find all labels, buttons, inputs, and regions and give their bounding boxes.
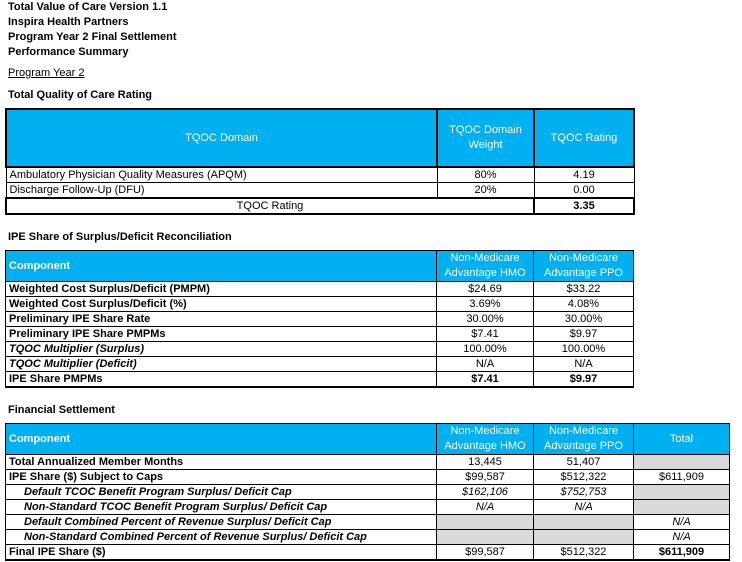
tqoc-rating-header: TQOC Rating: [534, 109, 634, 167]
ipe-hmo-cell: 100.00%: [437, 342, 534, 357]
fin-row-label: Default TCOC Benefit Program Surplus/ Deficit Cap: [6, 485, 437, 500]
ipe-row-label: Preliminary IPE Share Rate: [6, 312, 437, 327]
tqoc-rating-cell: 4.19: [534, 167, 634, 183]
fin-hmo-cell: 13,445: [437, 455, 534, 470]
report-title: Total Value of Care Version 1.1: [8, 1, 168, 13]
fin-total-cell: N/A: [634, 530, 730, 545]
fin-row-label: Total Annualized Member Months: [6, 455, 437, 470]
fin-table: [5, 423, 730, 561]
table-row: [6, 342, 634, 357]
table-row: [6, 530, 730, 545]
table-row: [6, 485, 730, 500]
tqoc-table: [5, 108, 635, 215]
fin-hmo-cell: $162,106: [437, 485, 534, 500]
fin-ppo-cell: N/A: [534, 500, 634, 515]
fin-hmo-cell: N/A: [437, 500, 534, 515]
fin-hmo-cell: [437, 530, 534, 545]
ipe-hmo-cell: $7.41: [437, 327, 534, 342]
organization-name: Inspira Health Partners: [8, 16, 129, 28]
fin-ppo-cell: $512,322: [534, 470, 634, 485]
ipe-table: [5, 250, 634, 388]
fin-total-cell: $611,909: [634, 470, 730, 485]
ipe-row-label: TQOC Multiplier (Deficit): [6, 357, 437, 372]
ipe-ppo-cell: $9.97: [534, 372, 634, 388]
tqoc-total-row: [6, 198, 634, 214]
summary-title: Performance Summary: [8, 46, 129, 58]
fin-total-cell: [634, 485, 730, 500]
settlement-title: Program Year 2 Final Settlement: [8, 31, 177, 43]
tqoc-weight-cell: 80%: [437, 167, 534, 183]
fin-row-label: Non-Standard Combined Percent of Revenue Surplus/ Deficit Cap: [6, 530, 437, 545]
fin-row-label: Non-Standard TCOC Benefit Program Surplus/ Deficit Cap: [6, 500, 437, 515]
ipe-section-title: IPE Share of Surplus/Deficit Reconciliation: [8, 231, 232, 243]
tqoc-rating-cell: 0.00: [534, 183, 634, 199]
fin-hmo-cell: $99,587: [437, 545, 534, 561]
ipe-hmo-cell: $7.41: [437, 372, 534, 388]
fin-hmo-cell: $99,587: [437, 470, 534, 485]
fin-row-label: IPE Share ($) Subject to Caps: [6, 470, 437, 485]
fin-ppo-cell: $512,322: [534, 545, 634, 561]
ipe-row-label: Weighted Cost Surplus/Deficit (%): [6, 297, 437, 312]
fin-component-header: Component: [6, 424, 437, 455]
table-row: [6, 183, 634, 199]
table-row: [6, 327, 634, 342]
ipe-ppo-cell: 30.00%: [534, 312, 634, 327]
fin-ppo-cell: 51,407: [534, 455, 634, 470]
ipe-component-header: Component: [6, 251, 437, 282]
ipe-hmo-cell: $24.69: [437, 282, 534, 297]
ipe-hmo-header: Non-Medicare Advantage HMO: [437, 251, 534, 282]
ipe-hmo-cell: 30.00%: [437, 312, 534, 327]
tqoc-total-label: TQOC Rating: [6, 198, 534, 214]
table-row: [6, 500, 730, 515]
tqoc-weight-header: TQOC Domain Weight: [437, 109, 534, 167]
fin-ppo-header: Non-Medicare Advantage PPO: [534, 424, 634, 455]
ipe-ppo-cell: 4.08%: [534, 297, 634, 312]
ipe-ppo-cell: $9.97: [534, 327, 634, 342]
fin-total-row: [6, 545, 730, 561]
tqoc-header-row: [6, 109, 634, 167]
tqoc-section-title: Total Quality of Care Rating: [8, 89, 153, 101]
fin-total-cell: [634, 455, 730, 470]
fin-row-label: Default Combined Percent of Revenue Surplus/ Deficit Cap: [6, 515, 437, 530]
ipe-row-label: IPE Share PMPMs: [6, 372, 437, 388]
ipe-hmo-cell: 3.69%: [437, 297, 534, 312]
fin-ppo-cell: [534, 515, 634, 530]
tqoc-domain-header: TQOC Domain: [6, 109, 437, 167]
table-row: [6, 312, 634, 327]
ipe-row-label: TQOC Multiplier (Surplus): [6, 342, 437, 357]
ipe-total-row: [6, 372, 634, 388]
fin-hmo-header: Non-Medicare Advantage HMO: [437, 424, 534, 455]
ipe-ppo-cell: N/A: [534, 357, 634, 372]
table-row: [6, 167, 634, 183]
ipe-row-label: Weighted Cost Surplus/Deficit (PMPM): [6, 282, 437, 297]
fin-header-row: [6, 424, 730, 455]
tqoc-domain-cell: Ambulatory Physician Quality Measures (APQM): [6, 167, 437, 183]
table-row: [6, 282, 634, 297]
ipe-hmo-cell: N/A: [437, 357, 534, 372]
ipe-ppo-cell: $33.22: [534, 282, 634, 297]
table-row: [6, 515, 730, 530]
fin-total-header: Total: [634, 424, 730, 455]
table-row: [6, 470, 730, 485]
ipe-header-row: [6, 251, 634, 282]
fin-total-cell: N/A: [634, 515, 730, 530]
fin-ppo-cell: $752,753: [534, 485, 634, 500]
table-row: [6, 455, 730, 470]
table-row: [6, 297, 634, 312]
fin-row-label: Final IPE Share ($): [6, 545, 437, 561]
tqoc-domain-cell: Discharge Follow-Up (DFU): [6, 183, 437, 199]
fin-hmo-cell: [437, 515, 534, 530]
ipe-ppo-header: Non-Medicare Advantage PPO: [534, 251, 634, 282]
ipe-row-label: Preliminary IPE Share PMPMs: [6, 327, 437, 342]
tqoc-weight-cell: 20%: [437, 183, 534, 199]
tqoc-total-value: 3.35: [534, 198, 634, 214]
fin-total-cell: [634, 500, 730, 515]
fin-total-cell: $611,909: [634, 545, 730, 561]
table-row: [6, 357, 634, 372]
program-year-label: Program Year 2: [8, 67, 85, 79]
fin-section-title: Financial Settlement: [8, 404, 115, 416]
ipe-ppo-cell: 100.00%: [534, 342, 634, 357]
fin-ppo-cell: [534, 530, 634, 545]
